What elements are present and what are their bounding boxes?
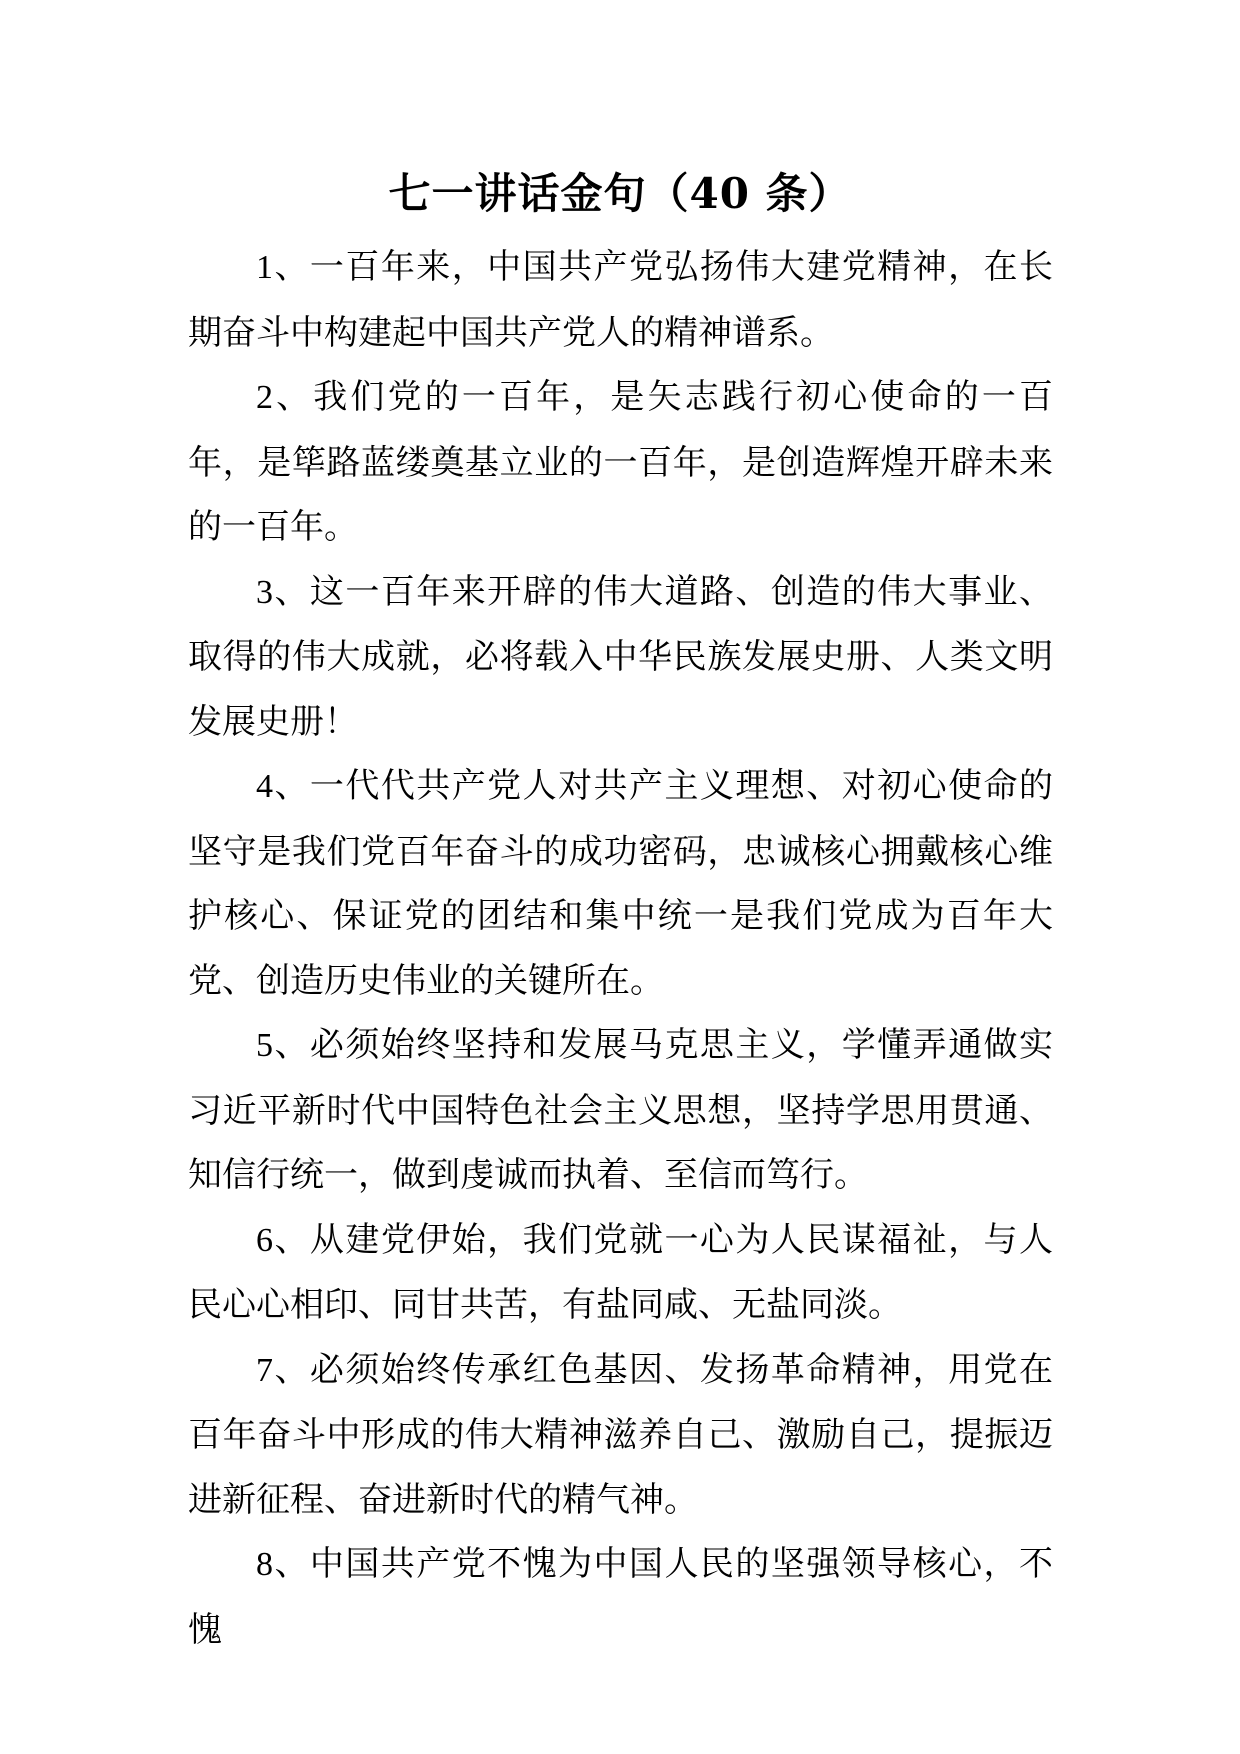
title-suffix: 条） [749,169,852,218]
paragraph-index: 7 [256,1351,273,1389]
document-title [0,166,1240,222]
paragraph-text: 、中国共产党不愧为中国人民的坚强领导核心，不愧 [188,1544,1053,1650]
paragraph-text: 、从建党伊始，我们党就一心为人民谋福祉，与人民心心相印、同甘共苦，有盐同咸、无盐同淡。 [188,1219,1053,1325]
paragraph-text: 、一代代共产党人对共产主义理想、对初心使命的坚守是我们党百年奋斗的成功密码，忠诚核心拥戴核心维护核心、保证党的团结和集中统一是我们党成为百年大党、创造历史伟业的关键所在。 [188,766,1053,1001]
paragraph-2 [188,365,1053,560]
paragraph-text: 、必须始终坚持和发展马克思主义，学懂弄通做实习近平新时代中国特色社会主义思想，坚持学思用贯通、知信行统一，做到虔诚而执着、至信而笃行。 [188,1025,1053,1195]
paragraph-text: 、我们党的一百年，是矢志践行初心使命的一百年，是筚路蓝缕奠基立业的一百年，是创造辉煌开辟未来的一百年。 [188,377,1053,547]
paragraph-index: 3 [256,573,273,611]
paragraph-8 [188,1532,1053,1662]
paragraph-3 [188,560,1053,755]
paragraph-index: 6 [256,1221,273,1259]
paragraph-text: 、必须始终传承红色基因、发扬革命精神，用党在百年奋斗中形成的伟大精神滋养自己、激励自己，提振迈进新征程、奋进新时代的精气神。 [188,1349,1053,1520]
paragraph-text: 、一百年来，中国共产党弘扬伟大建党精神，在长期奋斗中构建起中国共产党人的精神谱系。 [188,247,1053,353]
paragraph-index: 5 [256,1027,273,1064]
paragraph-text: 、这一百年来开辟的伟大道路、创造的伟大事业、取得的伟大成就，必将载入中华民族发展史册、人类文明发展史册！ [188,571,1053,742]
paragraph-5 [188,1013,1053,1208]
paragraph-1 [188,235,1053,365]
paragraph-6 [188,1208,1053,1338]
title-prefix: 七一讲话金句（ [388,169,690,218]
paragraph-index: 4 [256,768,273,805]
title-number: 40 [689,169,750,218]
paragraph-index: 8 [256,1546,273,1583]
paragraph-7 [188,1338,1053,1533]
paragraph-index: 1 [256,249,273,286]
paragraph-4 [188,754,1053,1013]
document-body [188,235,1053,1662]
paragraph-index: 2 [256,379,273,416]
